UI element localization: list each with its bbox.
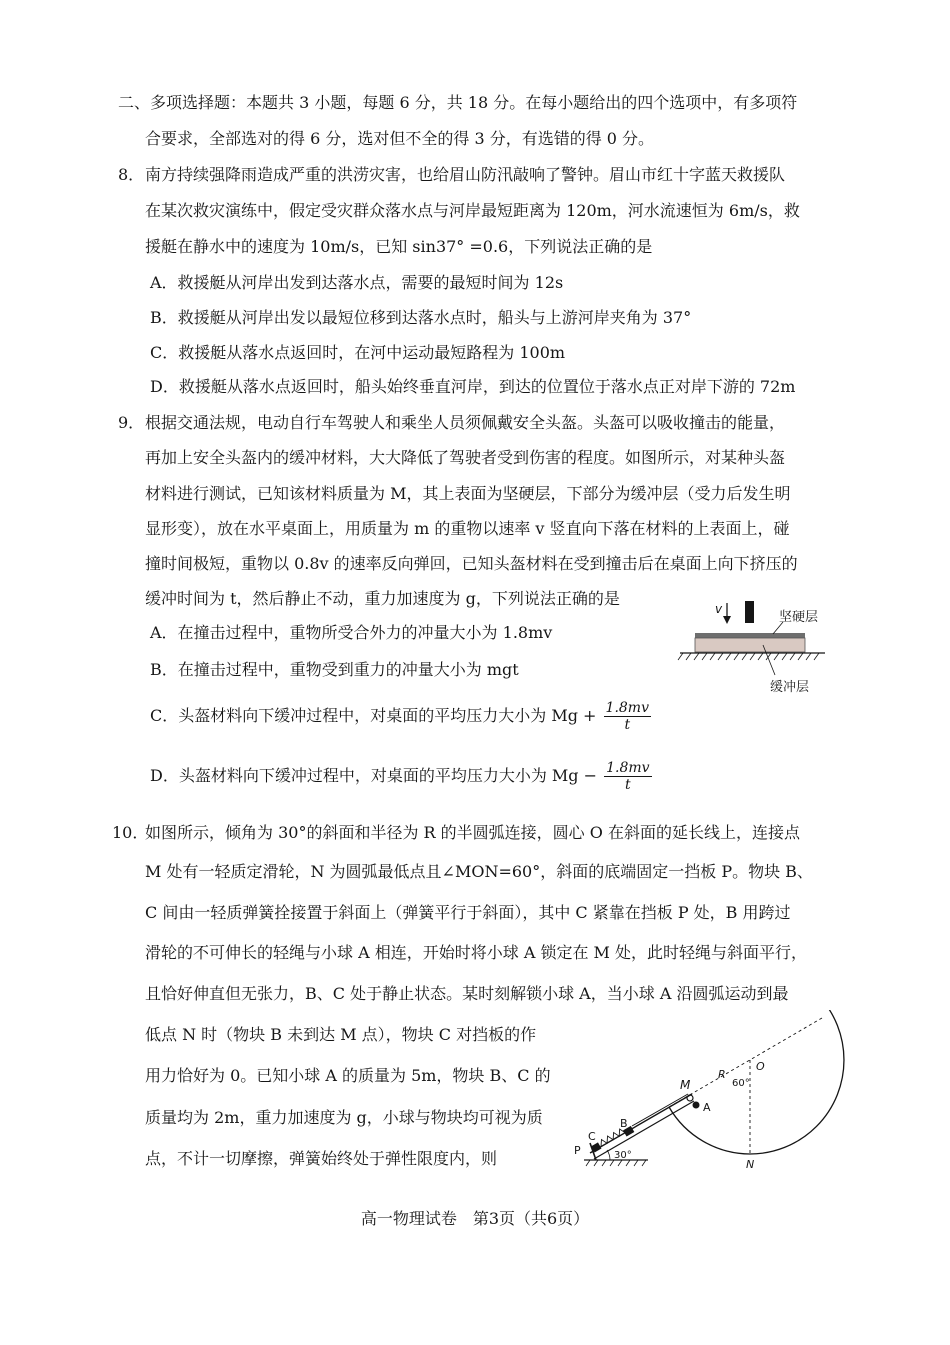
q9-helmet-figure — [675, 595, 835, 700]
q10-line-6: 低点 N 时（物块 B 未到达 M 点），物块 C 对挡板的作 — [145, 1025, 537, 1044]
semicircle-arc — [750, 1010, 844, 1154]
q10-line-3: C 间由一轻质弹簧拴接置于斜面上（弹簧平行于斜面），其中 C 紧靠在挡板 P 处，B 用跨过 — [145, 903, 791, 922]
cushion-layer — [695, 638, 805, 652]
hard-layer-label: 坚硬层 — [779, 610, 819, 625]
q9-number: 9． — [118, 413, 145, 432]
angle-30-arc — [607, 1150, 610, 1160]
label-n: N — [746, 1158, 755, 1171]
q8-option-b: B．救援艇从河岸出发以最短位移到达落水点时，船头与上游河岸夹角为 37° — [150, 308, 692, 327]
q8-option-a: A．救援艇从河岸出发到达落水点，需要的最短时间为 12s — [150, 273, 564, 292]
table-hatching — [678, 653, 819, 660]
q9-option-d-text: D．头盔材料向下缓冲过程中，对桌面的平均压力大小为 Mg − — [150, 766, 598, 785]
section-heading: 二、多项选择题：本题共 3 小题，每题 6 分，共 18 分。在每小题给出的四个选项中，有多项符 — [118, 93, 798, 112]
fraction-numerator: 1.8mv — [606, 760, 650, 776]
q10-line-9: 点，不计一切摩擦，弹簧始终处于弹性限度内，则 — [145, 1149, 498, 1168]
q9-line-3: 材料进行测试，已知该材料质量为 M，其上表面为坚硬层，下部分为缓冲层（受力后发生明 — [145, 484, 791, 503]
label-c: C — [588, 1130, 596, 1143]
q8-option-c: C．救援艇从落水点返回时，在河中运动最短路程为 100m — [150, 343, 566, 362]
q10-incline-figure — [570, 1010, 845, 1175]
incline-extension-dashed — [669, 1018, 822, 1107]
q9-line-6: 缓冲时间为 t，然后静止不动，重力加速度为 g，下列说法正确的是 — [145, 589, 620, 608]
label-r: R — [718, 1068, 726, 1081]
ball-a — [693, 1102, 700, 1109]
incline-surface-back — [594, 1101, 694, 1159]
q9-option-b: B．在撞击过程中，重物受到重力的冲量大小为 mgt — [150, 660, 519, 679]
q9-option-d-fraction — [604, 760, 651, 793]
incline-surface — [590, 1094, 692, 1153]
q8-line-1: 南方持续强降雨造成严重的洪涝灾害，也给眉山防汛敲响了警钟。眉山市红十字蓝天救援队 — [145, 165, 786, 184]
velocity-label: v — [715, 602, 723, 616]
q10-line-4: 滑轮的不可伸长的轻绳与小球 A 相连，开始时将小球 A 锁定在 M 处，此时轻绳与斜面平行， — [145, 943, 808, 962]
page-footer: 高一物理试卷 第3页（共6页） — [360, 1209, 590, 1228]
section-heading-cont: 合要求，全部选对的得 6 分，选对但不全的得 3 分，有选错的得 0 分。 — [145, 129, 655, 148]
q9-line-2: 再加上安全头盔内的缓冲材料，大大降低了驾驶者受到伤害的程度。如图所示，对某种头盔 — [145, 448, 786, 467]
q8-number: 8． — [118, 165, 145, 184]
q10-line-8: 质量均为 2m，重力加速度为 g，小球与物块均可视为质 — [145, 1108, 543, 1127]
label-b: B — [620, 1117, 628, 1130]
hard-layer — [695, 633, 805, 638]
label-angle-60: 60° — [732, 1078, 750, 1089]
fraction-denominator: t — [604, 776, 651, 793]
q10-line-2: M 处有一轻质定滑轮，N 为圆弧最低点且∠MON=60°，斜面的底端固定一挡板 P。物块 B、 — [145, 862, 813, 881]
fraction-denominator: t — [604, 716, 651, 733]
label-o: O — [756, 1060, 765, 1073]
q10-number: 10． — [112, 823, 149, 842]
q9-line-4: 显形变），放在水平桌面上，用质量为 m 的重物以速率 v 竖直向下落在材料的上表面上，碰 — [145, 519, 790, 538]
q10-line-5: 且恰好伸直但无张力，B、C 处于静止状态。某时刻解锁小球 A，当小球 A 沿圆弧运动到最 — [145, 984, 789, 1003]
q9-line-1: 根据交通法规，电动自行车驾驶人和乘坐人员须佩戴安全头盔。头盔可以吸收撞击的能量， — [145, 413, 786, 432]
cushion-layer-label: 缓冲层 — [770, 680, 810, 695]
q9-option-c-text: C．头盔材料向下缓冲过程中，对桌面的平均压力大小为 Mg + — [150, 706, 597, 725]
q10-line-1: 如图所示，倾角为 30°的斜面和半径为 R 的半圆弧连接，圆心 O 在斜面的延长线上，连接点 — [145, 823, 800, 842]
q10-line-7: 用力恰好为 0。已知小球 A 的质量为 5m，物块 B、C 的 — [145, 1066, 551, 1085]
q8-option-d: D．救援艇从落水点返回时，船头始终垂直河岸，到达的位置位于落水点正对岸下游的 72m — [150, 377, 796, 396]
q8-line-3: 援艇在静水中的速度为 10m/s，已知 sin37° =0.6，下列说法正确的是 — [145, 237, 653, 256]
q9-option-c-fraction — [604, 700, 651, 733]
q9-option-d — [150, 756, 652, 796]
velocity-arrowhead — [723, 616, 731, 624]
label-p: P — [574, 1144, 581, 1157]
falling-weight — [745, 601, 754, 623]
q8-line-2: 在某次救灾演练中，假定受灾群众落水点与河岸最短距离为 120m，河水流速恒为 6m/s，救 — [145, 201, 800, 220]
q9-line-5: 撞时间极短，重物以 0.8v 的速率反向弹回，已知头盔材料在受到撞击后在桌面上向下挤压的 — [145, 554, 798, 573]
fraction-numerator: 1.8mv — [605, 700, 649, 716]
label-angle-30: 30° — [614, 1150, 632, 1161]
arc-m-to-n — [669, 1107, 750, 1154]
label-a: A — [703, 1101, 711, 1114]
q9-option-a: A．在撞击过程中，重物所受合外力的冲量大小为 1.8mv — [150, 623, 553, 642]
q9-option-c — [150, 696, 651, 736]
label-m: M — [680, 1078, 691, 1092]
